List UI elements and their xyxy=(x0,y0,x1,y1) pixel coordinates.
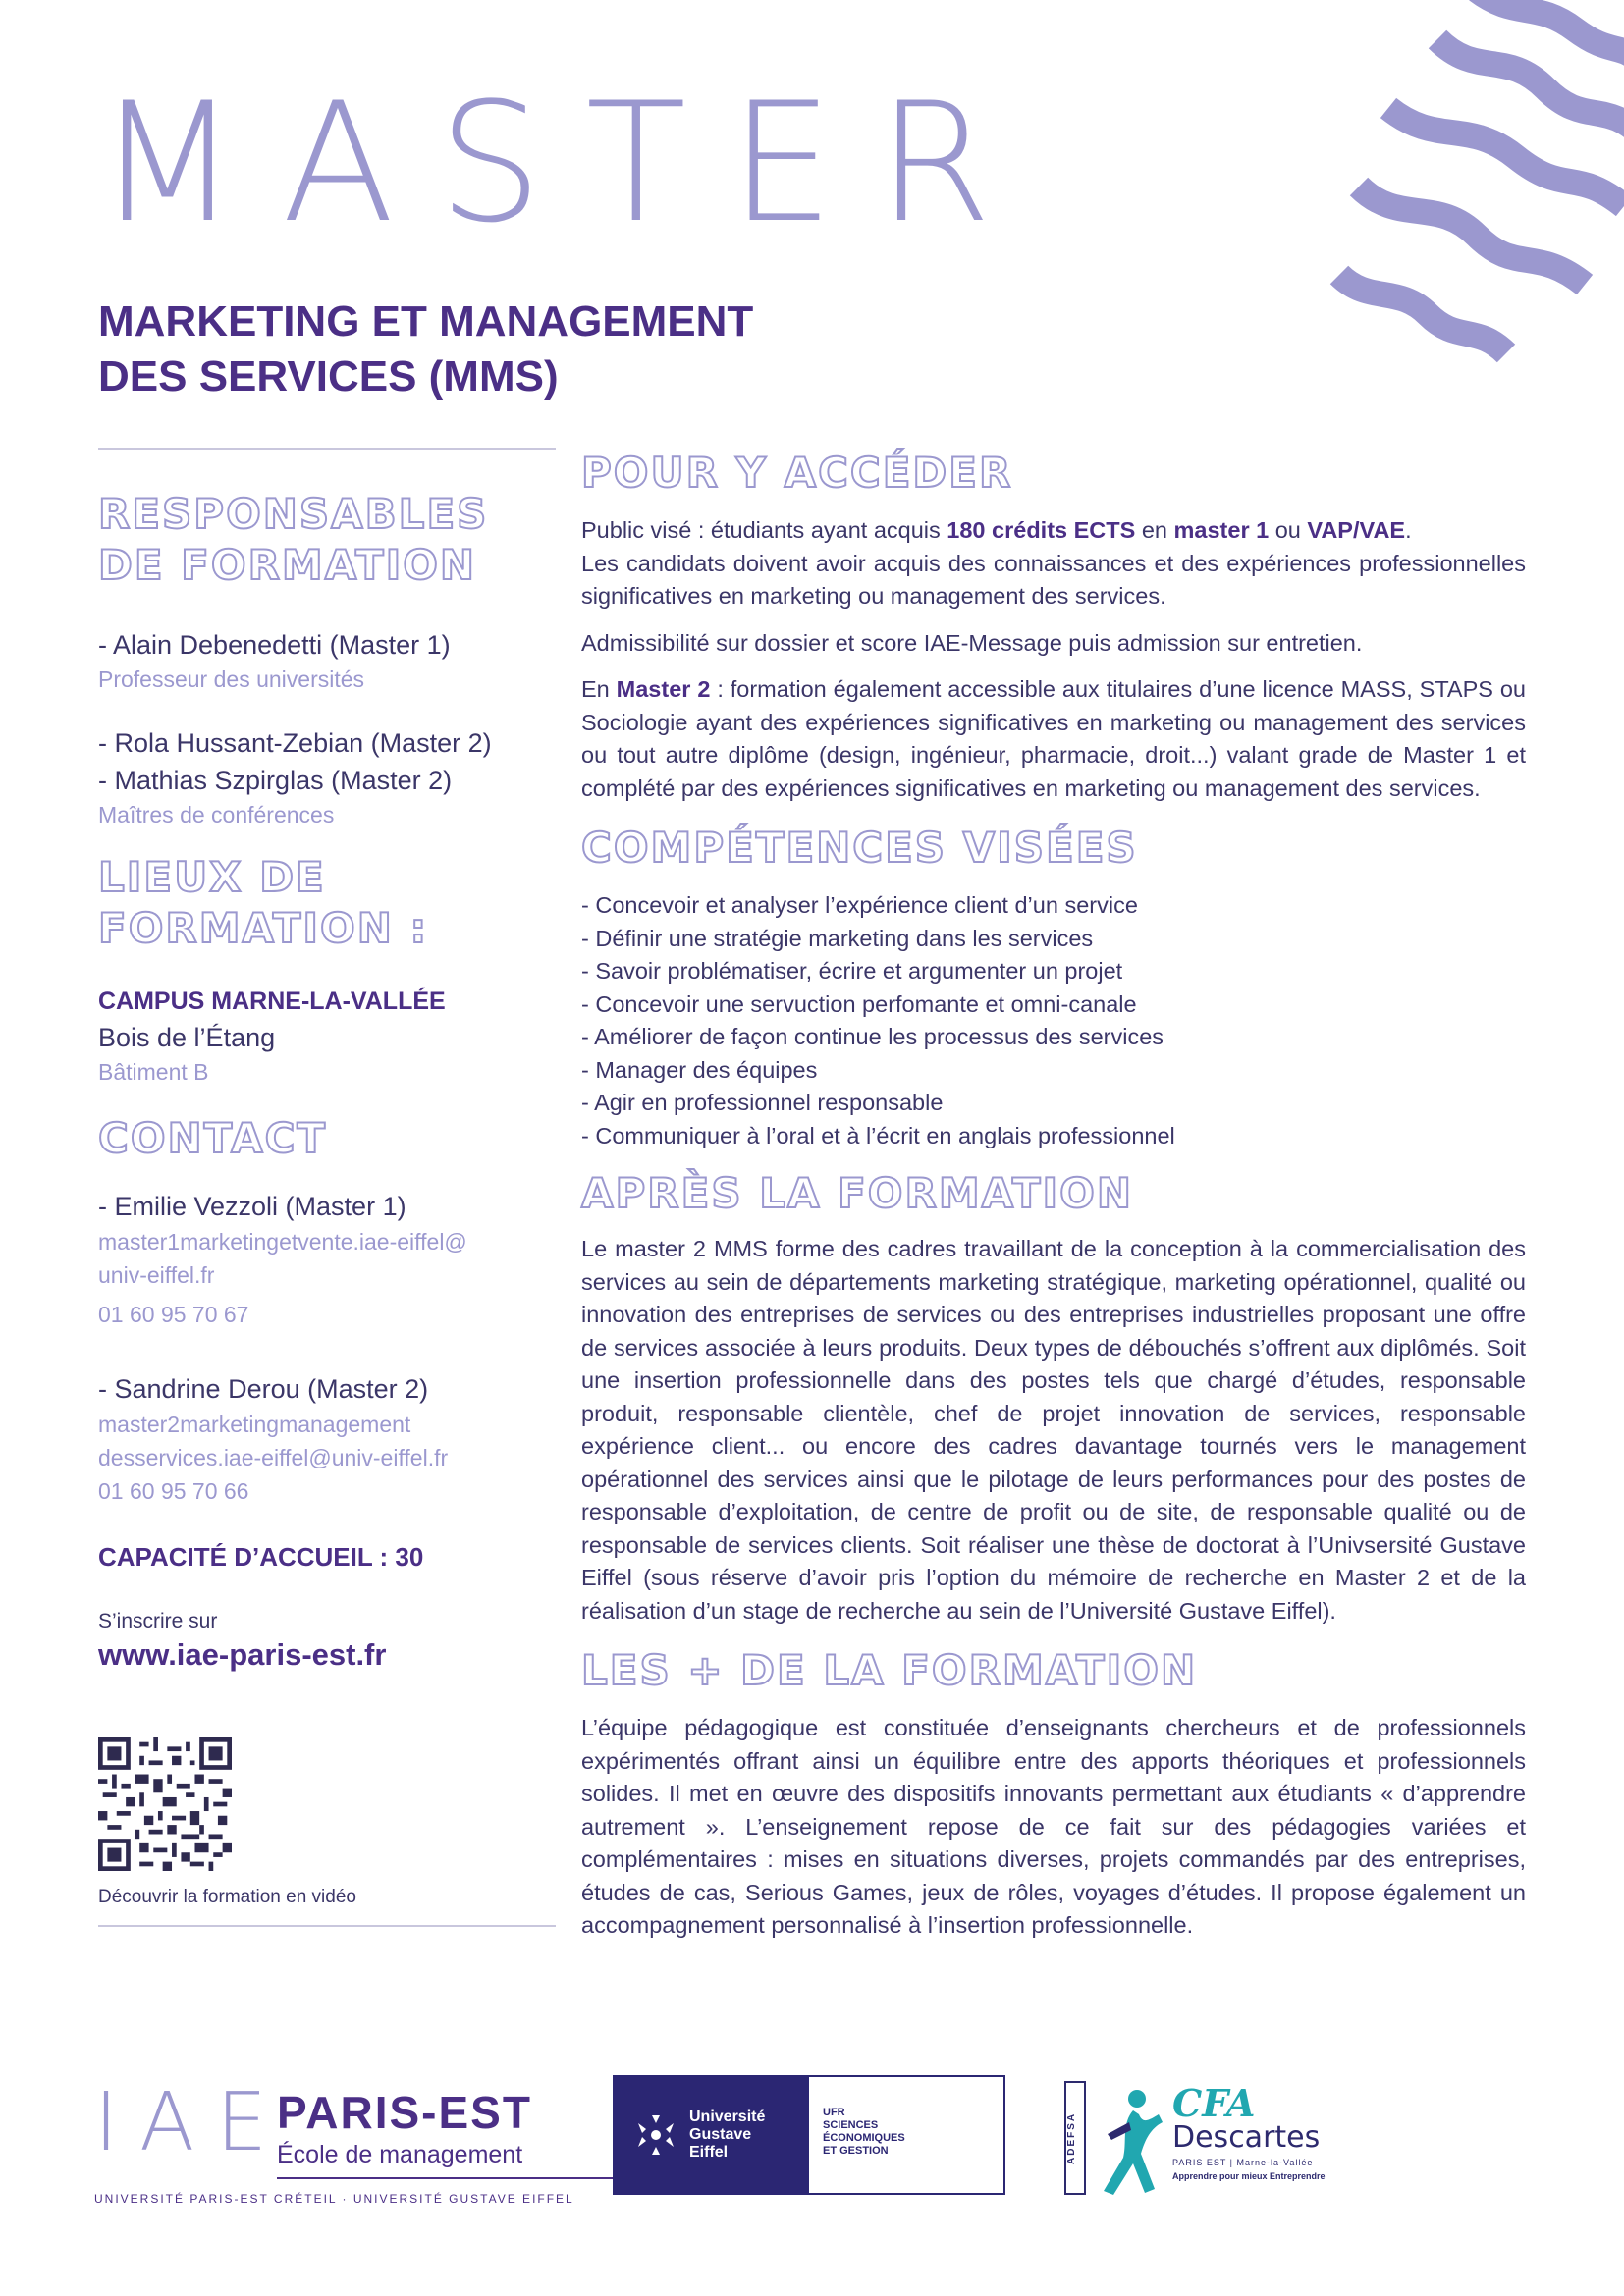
plus-paragraph: L’équipe pédagogique est constituée d’enseignants chercheurs et de professionnels expérimentés offrant ainsi un équilibre entre des apports théoriques et professionnels solides. Il met en œuvre des dispositifs innovants permettant aux étudiants « d’apprendre autrement ». L’enseignement repose de ce fait sur des pédagogies variées et complémentaires : mises en situations diverses, projets commandés par des entreprises, études de cas, Serious Games, jeux de rôles, voyages d’études. Il propose également un accompagnement personnalisé à l’insertion professionnelle. xyxy=(581,1715,1526,1938)
iae-logo-subtitle: École de management xyxy=(277,2141,523,2168)
competence-item: - Communiquer à l’oral et à l’écrit en anglais professionnel xyxy=(581,1120,1526,1153)
uge-name-line: Gustave xyxy=(689,2126,752,2143)
adefsa-label: ADEFSA xyxy=(1064,2081,1086,2195)
ufr-line: UFR xyxy=(823,2107,845,2118)
responsables-section xyxy=(98,489,556,830)
uge-name-line: Université xyxy=(689,2109,766,2125)
decorative-waves-graphic xyxy=(1329,0,1624,393)
campus-building: Bâtiment B xyxy=(98,1059,209,1085)
contact-1-email-part2[interactable]: univ-eiffel.fr xyxy=(98,1262,215,1288)
iae-logo-rule xyxy=(277,2177,650,2179)
contact-2-name: - Sandrine Derou (Master 2) xyxy=(98,1374,429,1404)
apres-paragraph: Le master 2 MMS forme des cadres travaillant de la conception à la commercialisation des services au sein de départements marketing stratégique, marketing opérationnel, qualité ou innovation des entreprises de services ou des entreprises industrielles proposant une offre de services associée à leurs produits. Deux types de débouchés s’offrent aux diplômés. Soit une insertion professionnelle dans des postes tels que chargé d’études, responsable produit, responsable clientèle, chef de projet innovation de services, responsable expérience client... ou encore des cadres davantage tournés vers le management opérationnel des services ainsi que le pilotage de leurs performances pour des postes de responsable d’exploitation, de centre de profit ou de site, de responsable qualité ou de responsable de services clients. Soit réaliser une thèse de doctorat à l’Univsersité Gustave Eiffel (sous réserve d’avoir pris l’option du mémoire de recherche en Master 2 et de la réalisation d’un stage de recherche au sein de l’Université Gustave Eiffel). xyxy=(581,1236,1526,1624)
responsables-heading-line2: DE FORMATION xyxy=(98,541,477,589)
responsables-2-3-role: Maîtres de conférences xyxy=(98,802,335,828)
right-column xyxy=(581,448,1526,1943)
acceder-paragraph-3 xyxy=(581,673,1526,805)
acceder-vap: VAP/VAE xyxy=(1307,517,1406,543)
responsable-2: - Rola Hussant-Zebian (Master 2) xyxy=(98,728,492,758)
top-divider xyxy=(98,448,556,450)
acceder-text: ou xyxy=(1269,517,1308,543)
cfa-tagline: Apprendre pour mieux Entreprendre xyxy=(1172,2171,1326,2181)
competence-item: - Manager des équipes xyxy=(581,1054,1526,1088)
acceder-text: : formation également accessible aux titulaires d’une licence MASS, STAPS ou Sociologie ayant des expériences significatives en marketing ou management des services ou tout autre diplôme (design, ingénieur, pharmacie, droit...) valant grade de Master 1 et complété par des expériences significatives en marketing ou management des services. xyxy=(581,676,1527,801)
contact-2-phone: 01 60 95 70 66 xyxy=(98,1478,249,1504)
master-title: MASTER xyxy=(96,67,1036,259)
competence-item: - Savoir problématiser, écrire et argumenter un projet xyxy=(581,955,1526,988)
acceder-heading: POUR Y ACCÉDER xyxy=(581,449,1013,497)
iae-logo-universities: UNIVERSITÉ PARIS-EST CRÉTEIL · UNIVERSITÉ GUSTAVE EIFFEL xyxy=(94,2192,574,2206)
acceder-text: Les candidats doivent avoir acquis des connaissances et des expériences professionnelles significatives en marketing ou management des services. xyxy=(581,550,1526,609)
acceder-text: En xyxy=(581,676,617,702)
cfa-title: CFA xyxy=(1172,2081,1256,2125)
footer-logos xyxy=(0,2061,1624,2238)
acceder-paragraph-1 xyxy=(581,514,1526,614)
uge-logo-dark-panel xyxy=(615,2077,809,2193)
uge-name-line: Eiffel xyxy=(689,2144,729,2161)
register-link[interactable]: www.iae-paris-est.fr xyxy=(98,1637,387,1672)
acceder-text: en xyxy=(1135,517,1174,543)
responsables-heading-line1: RESPONSABLES xyxy=(98,490,489,538)
contact-1-phone: 01 60 95 70 67 xyxy=(98,1302,249,1327)
plus-heading: LES + DE LA FORMATION xyxy=(581,1646,1198,1694)
acceder-text: . xyxy=(1405,517,1412,543)
apres-heading: APRÈS LA FORMATION xyxy=(581,1169,1133,1217)
contact-1-name: - Emilie Vezzoli (Master 1) xyxy=(98,1192,406,1221)
competence-item: - Agir en professionnel responsable xyxy=(581,1087,1526,1120)
responsables-heading xyxy=(98,489,556,591)
left-column xyxy=(98,448,556,1927)
competence-item: - Améliorer de façon continue les processus des services xyxy=(581,1021,1526,1054)
bottom-divider xyxy=(98,1925,556,1927)
contact-2-email-part2[interactable]: desservices.iae-eiffel@univ-eiffel.fr xyxy=(98,1445,449,1470)
acceder-paragraph-2: Admissibilité sur dossier et score IAE-Message puis admission sur entretien. xyxy=(581,629,1363,656)
campus-name: CAMPUS MARNE-LA-VALLÉE xyxy=(98,988,446,1015)
capacity-label: CAPACITÉ D’ACCUEIL : 30 xyxy=(98,1542,424,1572)
acceder-text: Public visé : étudiants ayant acquis xyxy=(581,517,947,543)
acceder-master2: Master 2 xyxy=(616,676,711,702)
cfa-location: PARIS EST | Marne-la-Vallée xyxy=(1172,2158,1314,2167)
uge-logo-text xyxy=(689,2109,765,2162)
iae-paris-est-logo xyxy=(94,2076,574,2216)
lieux-heading-line2: FORMATION : xyxy=(98,904,429,952)
iae-logo-name: PARIS-EST xyxy=(277,2087,532,2138)
qr-caption: Découvrir la formation en vidéo xyxy=(98,1887,356,1907)
qr-block xyxy=(98,1737,556,1911)
competence-item: - Concevoir une servuction perfomante et omni-canale xyxy=(581,988,1526,1022)
ufr-line: SCIENCES xyxy=(823,2119,879,2131)
lieux-heading-line1: LIEUX DE xyxy=(98,853,326,901)
running-figure-icon xyxy=(1094,2085,1168,2203)
competences-list xyxy=(581,889,1526,1152)
campus-site: Bois de l’Étang xyxy=(98,1023,276,1052)
acceder-master1: master 1 xyxy=(1173,517,1270,543)
register-label: S’inscrire sur xyxy=(98,1610,218,1632)
acceder-ects: 180 crédits ECTS xyxy=(947,517,1136,543)
ufr-label xyxy=(809,2077,1003,2193)
responsable-1: - Alain Debenedetti (Master 1) xyxy=(98,630,451,660)
responsable-1-role: Professeur des universités xyxy=(98,667,365,692)
contact-section xyxy=(98,1113,556,1508)
lieux-section xyxy=(98,852,556,1088)
responsable-3: - Mathias Szpirglas (Master 2) xyxy=(98,766,453,795)
contact-heading: CONTACT xyxy=(98,1114,328,1162)
ufr-line: ET GESTION xyxy=(823,2145,889,2157)
iae-logo-letters: IAE xyxy=(94,2076,290,2169)
competences-heading: COMPÉTENCES VISÉES xyxy=(581,824,1138,872)
contact-1-email-part1[interactable]: master1marketingetvente.iae-eiffel@ xyxy=(98,1229,467,1255)
program-title-line1: MARKETING ET MANAGEMENT xyxy=(98,297,754,346)
competence-item: - Concevoir et analyser l’expérience client d’un service xyxy=(581,889,1526,923)
ufr-line: ÉCONOMIQUES xyxy=(823,2132,905,2144)
cfa-descartes-name: Descartes xyxy=(1172,2120,1321,2155)
contact-2-email-part1[interactable]: master2marketingmanagement xyxy=(98,1412,411,1437)
program-title xyxy=(98,294,884,404)
uge-emblem-icon xyxy=(632,2111,679,2159)
cfa-descartes-logo xyxy=(1064,2075,1359,2213)
competence-item: - Définir une stratégie marketing dans les services xyxy=(581,923,1526,956)
program-title-line2: DES SERVICES (MMS) xyxy=(98,352,559,400)
universite-gustave-eiffel-logo xyxy=(613,2075,1005,2195)
qr-code-icon[interactable] xyxy=(98,1737,232,1871)
lieux-heading xyxy=(98,852,556,954)
